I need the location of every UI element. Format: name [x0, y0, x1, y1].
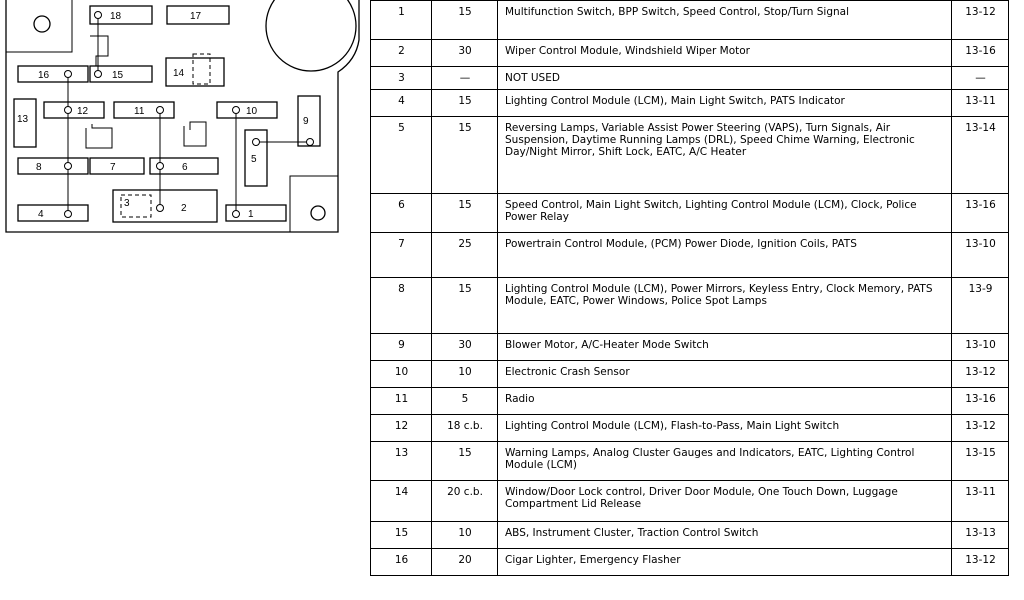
- terminal-8: [65, 163, 72, 170]
- table-row: [371, 90, 1009, 117]
- table-row: [371, 1, 1009, 40]
- fuse-label-6: 6: [182, 162, 188, 173]
- table-row: [371, 388, 1009, 415]
- circuits-protected-cell: Powertrain Control Module, (PCM) Power Diode, Ignition Coils, PATS: [498, 233, 952, 278]
- fuse-12-slot: [44, 102, 104, 118]
- circuits-protected-cell: Wiper Control Module, Windshield Wiper Motor: [498, 40, 952, 67]
- fuse-panel-diagram: [0, 0, 362, 240]
- table-row: [371, 522, 1009, 549]
- amp-rating-cell: 15: [432, 194, 498, 233]
- table-row: [371, 415, 1009, 442]
- terminal-18: [95, 12, 102, 19]
- section-reference-cell: 13-16: [952, 40, 1009, 67]
- circuits-protected-cell: Lighting Control Module (LCM), Flash-to-Pass, Main Light Switch: [498, 415, 952, 442]
- terminal-9: [307, 139, 314, 146]
- terminal-1: [233, 211, 240, 218]
- amp-rating-cell: 15: [432, 278, 498, 334]
- amp-rating-cell: 10: [432, 361, 498, 388]
- fuse-table-body: [371, 0, 1009, 576]
- fuse-number-cell: 16: [371, 549, 432, 576]
- panel-recess-bottom-right: [290, 176, 338, 232]
- terminal-5: [253, 139, 260, 146]
- terminal-16: [65, 71, 72, 78]
- section-reference-cell: 13-13: [952, 522, 1009, 549]
- fuse-label-17: 17: [190, 11, 202, 22]
- circuits-protected-cell: Radio: [498, 388, 952, 415]
- table-row: [371, 361, 1009, 388]
- section-reference-cell: 13-12: [952, 415, 1009, 442]
- panel-recess-top-left: [6, 0, 72, 52]
- circuits-protected-cell: Warning Lamps, Analog Cluster Gauges and Indicators, EATC, Lighting Control Module (LCM): [498, 442, 952, 481]
- section-reference-cell: 13-14: [952, 117, 1009, 194]
- circuits-protected-cell: Blower Motor, A/C-Heater Mode Switch: [498, 334, 952, 361]
- fuse-label-1: 1: [248, 209, 254, 220]
- fuse-number-cell: 7: [371, 233, 432, 278]
- terminal-11: [157, 107, 164, 114]
- fuse-7-slot: [90, 158, 144, 174]
- circuits-protected-cell: Cigar Lighter, Emergency Flasher: [498, 549, 952, 576]
- fuse-8-slot: [18, 158, 88, 174]
- fuse-number-cell: 5: [371, 117, 432, 194]
- fuse-number-cell: 8: [371, 278, 432, 334]
- relay-outline-center: [184, 122, 206, 146]
- amp-rating-cell: 30: [432, 40, 498, 67]
- fuse-number-cell: 6: [371, 194, 432, 233]
- fuse-label-5: 5: [251, 154, 257, 165]
- fuse-number-cell: 10: [371, 361, 432, 388]
- fuse-number-cell: 2: [371, 40, 432, 67]
- circuits-protected-cell: Speed Control, Main Light Switch, Lighting Control Module (LCM), Clock, Police Power Relay: [498, 194, 952, 233]
- section-reference-cell: 13-12: [952, 549, 1009, 576]
- fuse-label-10: 10: [246, 106, 258, 117]
- terminal-12: [65, 107, 72, 114]
- terminal-10: [233, 107, 240, 114]
- fuse-16-slot: [18, 66, 88, 82]
- amp-rating-cell: 20 c.b.: [432, 481, 498, 522]
- table-row: [371, 278, 1009, 334]
- section-reference-cell: 13-9: [952, 278, 1009, 334]
- terminal-2: [157, 205, 164, 212]
- circuits-protected-cell: NOT USED: [498, 67, 952, 90]
- table-row: [371, 233, 1009, 278]
- fuse-4-slot: [18, 205, 88, 221]
- circuits-protected-cell: Multifunction Switch, BPP Switch, Speed Control, Stop/Turn Signal: [498, 1, 952, 40]
- fuse-label-11: 11: [134, 106, 145, 117]
- section-reference-cell: 13-11: [952, 481, 1009, 522]
- amp-rating-cell: 30: [432, 334, 498, 361]
- amp-rating-cell: 25: [432, 233, 498, 278]
- relay-outline-upper-left: [90, 36, 108, 66]
- fuse-number-cell: 4: [371, 90, 432, 117]
- fuse-label-12: 12: [77, 106, 89, 117]
- fuse-label-3: 3: [124, 198, 130, 209]
- section-reference-cell: 13-15: [952, 442, 1009, 481]
- section-reference-cell: 13-12: [952, 361, 1009, 388]
- fuse-number-cell: 11: [371, 388, 432, 415]
- terminal-15: [95, 71, 102, 78]
- mounting-hole-top-right: [266, 0, 356, 71]
- fuse-label-13: 13: [17, 114, 29, 125]
- circuits-protected-cell: Electronic Crash Sensor: [498, 361, 952, 388]
- amp-rating-cell: 5: [432, 388, 498, 415]
- table-row: [371, 67, 1009, 90]
- mounting-hole-top-left: [34, 16, 50, 32]
- fuse-label-4: 4: [38, 209, 44, 220]
- fuse-label-14: 14: [173, 68, 185, 79]
- amp-rating-cell: —: [432, 67, 498, 90]
- amp-rating-cell: 18 c.b.: [432, 415, 498, 442]
- fuse-number-cell: 9: [371, 334, 432, 361]
- fuse-number-cell: 1: [371, 1, 432, 40]
- fuse-circuit-table: [370, 0, 1009, 576]
- table-row: [371, 549, 1009, 576]
- table-row: [371, 442, 1009, 481]
- amp-rating-cell: 10: [432, 522, 498, 549]
- fuse-label-18: 18: [110, 11, 122, 22]
- fuse-label-9: 9: [303, 116, 309, 127]
- table-row: [371, 194, 1009, 233]
- section-reference-cell: 13-10: [952, 233, 1009, 278]
- table-row: [371, 481, 1009, 522]
- table-row: [371, 40, 1009, 67]
- amp-rating-cell: 15: [432, 442, 498, 481]
- section-reference-cell: —: [952, 67, 1009, 90]
- fuse-number-cell: 13: [371, 442, 432, 481]
- fuse-label-2: 2: [181, 203, 187, 214]
- amp-rating-cell: 15: [432, 1, 498, 40]
- fuse-label-15: 15: [112, 70, 124, 81]
- section-reference-cell: 13-11: [952, 90, 1009, 117]
- circuits-protected-cell: ABS, Instrument Cluster, Traction Control Switch: [498, 522, 952, 549]
- circuits-protected-cell: Lighting Control Module (LCM), Main Light Switch, PATS Indicator: [498, 90, 952, 117]
- table-row: [371, 334, 1009, 361]
- section-reference-cell: 13-16: [952, 388, 1009, 415]
- amp-rating-cell: 15: [432, 90, 498, 117]
- circuits-protected-cell: Reversing Lamps, Variable Assist Power Steering (VAPS), Turn Signals, Air Suspension, Daytime Running Lamps (DRL), Speed Chime Warning, Electronic Day/Night Mirror, Shift Lock, EATC, A/C Heater: [498, 117, 952, 194]
- section-reference-cell: 13-12: [952, 1, 1009, 40]
- relay-outline-center-left: [86, 124, 112, 148]
- circuits-protected-cell: Window/Door Lock control, Driver Door Module, One Touch Down, Luggage Compartment Lid Release: [498, 481, 952, 522]
- fuse-number-cell: 12: [371, 415, 432, 442]
- fuse-number-cell: 3: [371, 67, 432, 90]
- fuse-label-8: 8: [36, 162, 42, 173]
- terminal-6: [157, 163, 164, 170]
- fuse-label-16: 16: [38, 70, 50, 81]
- amp-rating-cell: 15: [432, 117, 498, 194]
- fuse-number-cell: 14: [371, 481, 432, 522]
- fuse-number-cell: 15: [371, 522, 432, 549]
- section-reference-cell: 13-10: [952, 334, 1009, 361]
- fuse-label-7: 7: [110, 162, 116, 173]
- terminal-4: [65, 211, 72, 218]
- amp-rating-cell: 20: [432, 549, 498, 576]
- mounting-hole-bottom-right: [311, 206, 325, 220]
- section-reference-cell: 13-16: [952, 194, 1009, 233]
- circuits-protected-cell: Lighting Control Module (LCM), Power Mirrors, Keyless Entry, Clock Memory, PATS Module, EATC, Power Windows, Police Spot Lamps: [498, 278, 952, 334]
- table-row: [371, 117, 1009, 194]
